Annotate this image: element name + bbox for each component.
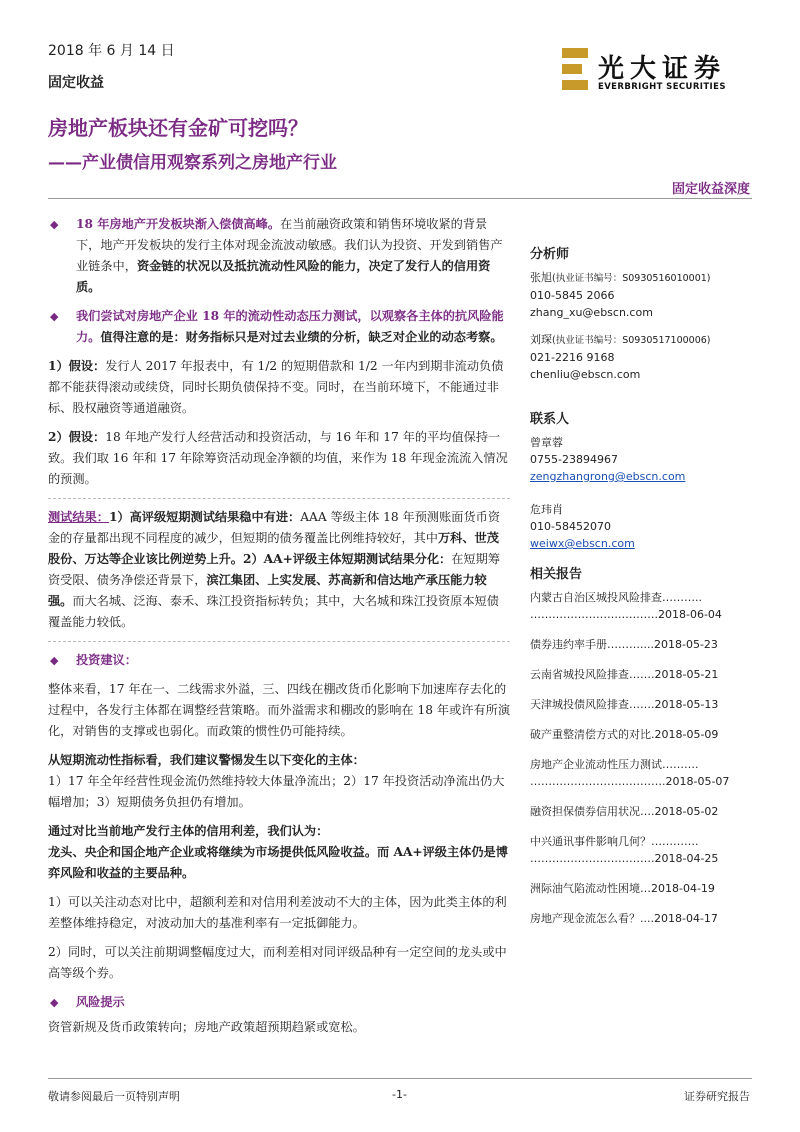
investment-paragraph-3: 通过对比当前地产发行主体的信用利差，我们认为： 龙头、央企和国企地产企业或将继续为市场提供低风险收益。而 AA+评级主体仍是博弈风险和收益的主要品种。 xyxy=(48,824,508,880)
report-item[interactable]: 云南省城投风险排查…….2018-05-21 xyxy=(530,668,719,681)
analyst-heading: 分析师 xyxy=(530,247,570,262)
analyst-1-email[interactable]: zhang_xu@ebscn.com xyxy=(530,306,653,319)
page-number: -1- xyxy=(392,1088,407,1101)
report-item[interactable]: 房地产现金流怎么看？....2018-04-17 xyxy=(530,912,718,925)
report-item[interactable]: 破产重整清偿方式的对比.2018-05-09 xyxy=(530,728,719,741)
diamond-bullet-icon: ◆ xyxy=(50,654,59,667)
risk-text: 资管新规及货币政策转向；房地产政策超预期趋紧或宽松。 xyxy=(48,1020,365,1034)
summary-bullet-1: ◆ 18 年房地产开发板块渐入偿债高峰。在当前融资政策和销售环境收紧的背景下，地产开发板块的发行主体对现金流波动敏感。我们认为投资、开发到销售产业链条中，资金链的状况以及抵抗流动性风险的能力，决定了发行人的信用资质。 xyxy=(48,214,510,298)
report-item[interactable]: 洲际油气陷流动性困境…2018-04-19 xyxy=(530,882,715,895)
report-item[interactable]: 融资担保债券信用状况….2018-05-02 xyxy=(530,805,719,818)
investment-paragraph-2: 从短期流动性指标看，我们建议警惕发生以下变化的主体： 1）17 年全年经营性现金流仍然维持较大体量净流出；2）17 年投资活动净流出仍大幅增加；3）短期债务负担仍有增加。 xyxy=(48,753,505,809)
report-item[interactable]: 房地产企业流动性压力测试………. ……………………………….2018-05-07 xyxy=(530,758,730,788)
analyst-2-email[interactable]: chenliu@ebscn.com xyxy=(530,368,641,381)
contact-1: 曾章蓉 0755-23894967 zengzhangrong@ebscn.com xyxy=(530,434,752,485)
related-reports-heading: 相关报告 xyxy=(530,567,583,582)
logo-name-cn: 光大证券 xyxy=(598,54,727,84)
risk-heading: ◆ 风险提示 xyxy=(48,992,510,1013)
investment-paragraph-5: 2）同时，可以关注前期调整幅度过大，而利差相对同评级品种有一定空间的龙头或中高等级个券。 xyxy=(48,945,507,980)
report-date: 2018 年 6 月 14 日 xyxy=(48,43,175,59)
company-logo xyxy=(562,48,752,94)
logo-name-en: EVERBRIGHT SECURITIES xyxy=(598,82,726,92)
page-subtitle: ——产业债信用观察系列之房地产行业 xyxy=(48,153,337,173)
investment-paragraph-4: 1）可以关注动态对比中，超额利差和对信用利差波动不大的主体，因为此类主体的利差整体维持稳定，对波动加大的基准利率有一定抵御能力。 xyxy=(48,895,507,930)
analyst-2: 刘琛(执业证书编号：S0930517100006) 021-2216 9168 chenliu@ebscn.com xyxy=(530,331,752,383)
test-results: 测试结果：1）高评级短期测试结果稳中有进：AAA 等级主体 18 年预测账面货币资金的存量都出现不同程度的减少，但短期的债务覆盖比例维持较好，其中万科、世茂股份、万达等企业该比例逆势上升。2）AA+评级主体短期测试结果分化：在短期筹资受限、债务净偿还背景下，滨江集团、上实发展、苏高新和信达地产承压能力较强。而大名城、泛海、泰禾、珠江投资指标转负；其中，大名城和珠江投资原本短债覆盖能力较低。 xyxy=(48,510,501,629)
section-divider xyxy=(48,498,510,499)
contact-2: 危玮肖 010-58452070 weiwx@ebscn.com xyxy=(530,501,752,552)
footer-report-type: 证券研究报告 xyxy=(684,1090,750,1103)
report-item[interactable]: 内蒙古自治区城投风险排查……….. …………………….……….2018-06-04 xyxy=(530,591,722,621)
report-item[interactable]: 中兴通讯事件影响几何？…………. …………………………….2018-04-25 xyxy=(530,835,719,865)
contact-heading: 联系人 xyxy=(530,412,570,427)
summary-bullet-2: ◆ 我们尝试对房地产企业 18 年的流动性动态压力测试，以观察各主体的抗风险能力。值得注意的是：财务指标只是对过去业绩的分析，缺乏对企业的动态考察。 xyxy=(48,306,510,348)
diamond-bullet-icon: ◆ xyxy=(50,996,59,1009)
diamond-bullet-icon: ◆ xyxy=(50,310,59,323)
header-divider xyxy=(48,198,752,199)
main-content xyxy=(48,214,510,1046)
sidebar xyxy=(530,246,752,940)
investment-paragraph-1: 整体来看，17 年在一、二线需求外溢，三、四线在棚改货币化影响下加速库存去化的过程中，各发行主体都在调整经营策略。而外溢需求和棚改的影响在 18 年或许有所演化，对销售的支撑或也弱化。而政策的惯性仍可能持续。 xyxy=(48,682,511,738)
page-title: 房地产板块还有金矿可挖吗？ xyxy=(48,116,308,140)
assumption-1: 1）假设：发行人 2017 年报表中，有 1/2 的短期借款和 1/2 一年内到期非流动负债都不能获得滚动或续贷，同时长期负债保持不变。同时，在当前环境下，不能通过非标、股权融资等通道融资。 xyxy=(48,359,504,415)
report-item[interactable]: 债券违约率手册………....2018-05-23 xyxy=(530,638,718,651)
diamond-bullet-icon: ◆ xyxy=(50,218,59,231)
analyst-1: 张旭(执业证书编号：S0930516010001) 010-5845 2066 zhang_xu@ebscn.com xyxy=(530,269,752,321)
contact-2-email-link[interactable]: weiwx@ebscn.com xyxy=(530,537,635,550)
related-reports-list xyxy=(530,589,752,927)
report-category: 固定收益 xyxy=(48,75,104,91)
footer-disclaimer: 敬请参阅最后一页特别声明 xyxy=(48,1090,180,1103)
report-item[interactable]: 天津城投债风险排查…….2018-05-13 xyxy=(530,698,719,711)
contact-1-email-link[interactable]: zengzhangrong@ebscn.com xyxy=(530,470,686,483)
assumption-2: 2）假设：18 年地产发行人经营活动和投资活动，与 16 年和 17 年的平均值保持一致。我们取 16 年和 17 年除筹资活动现金净额的均值，来作为 18 年现金流流入情况的预测。 xyxy=(48,430,508,486)
logo-mark-icon xyxy=(562,48,588,90)
investment-heading: ◆ 投资建议： xyxy=(48,650,510,671)
section-divider xyxy=(48,641,510,642)
doc-type-label: 固定收益深度 xyxy=(671,182,750,197)
footer-divider xyxy=(48,1078,752,1079)
